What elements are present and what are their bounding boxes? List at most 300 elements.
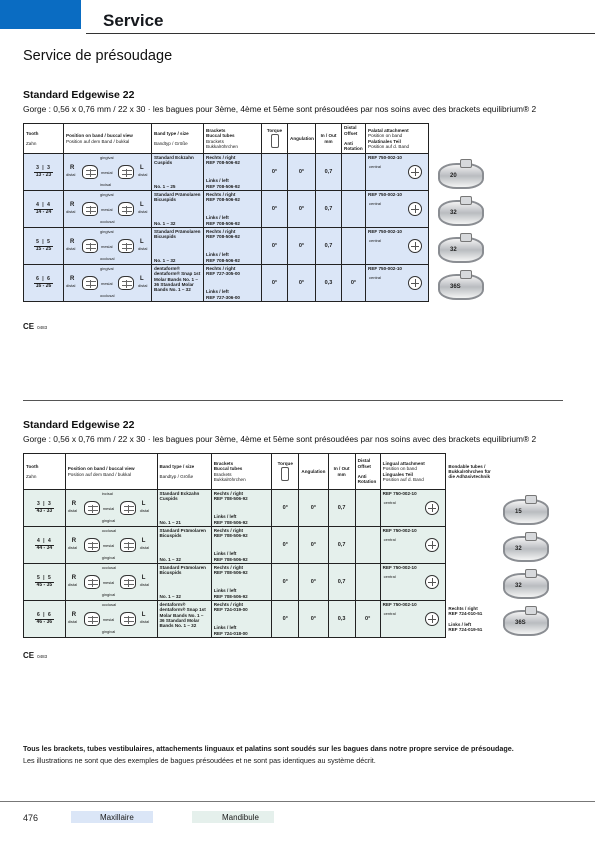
tooth-number: 5 | 5 bbox=[36, 574, 52, 581]
bracket-right bbox=[214, 602, 248, 613]
bracket-left-label: Links / left bbox=[213, 514, 237, 520]
bracket-right bbox=[214, 565, 248, 576]
attachment bbox=[383, 491, 444, 525]
distal-offset-value bbox=[342, 191, 366, 228]
band-name: dentaform® dentaform® Snap 1st Molar Bands No. 1 – 36 Standard Molar Bands No. 1 – 32 bbox=[159, 602, 206, 629]
label-left-l: L bbox=[141, 501, 146, 507]
table-row bbox=[24, 191, 429, 228]
table-row bbox=[24, 154, 429, 191]
band-size-number: 32 bbox=[515, 546, 522, 552]
col-distal: Distal Offset Anti Rotation bbox=[342, 124, 366, 154]
tooth-cell bbox=[24, 191, 64, 228]
position-diagram-cell bbox=[64, 265, 152, 302]
bracket-on-band bbox=[525, 606, 537, 615]
band-size: No. 1 – 25 bbox=[154, 183, 176, 189]
section-1-title: Standard Edgewise 22 bbox=[23, 89, 135, 101]
band-photo bbox=[503, 610, 549, 636]
bracket-refs bbox=[206, 192, 259, 226]
attachment-ref: REF 750-002-10 bbox=[382, 565, 417, 570]
angulation-value: 0° bbox=[288, 228, 316, 265]
band-name: Standard Prämolaren Bicuspids bbox=[154, 229, 201, 240]
header-accent-tab bbox=[0, 0, 81, 29]
tooth-number: 3 | 3 bbox=[36, 500, 52, 507]
tooth-band-icon bbox=[84, 501, 100, 515]
bracket-left-label: Links / left bbox=[206, 215, 229, 221]
tooth-cell bbox=[24, 228, 64, 265]
label-distal: distal bbox=[139, 508, 150, 513]
label-mesial: mesial bbox=[101, 170, 113, 175]
tube-right-ref: REF 724-010-51 bbox=[448, 611, 483, 617]
label-distal: distal bbox=[66, 246, 76, 251]
label-top: gingival bbox=[100, 155, 114, 160]
band-type-cell bbox=[157, 564, 211, 601]
band-type bbox=[154, 192, 201, 226]
label-top: incisal bbox=[101, 491, 113, 496]
attachment-position: central bbox=[369, 275, 382, 280]
bracket-left-label: Links / left bbox=[206, 178, 229, 184]
col-tooth: Tooth Zahn bbox=[24, 124, 64, 154]
label-left-l: L bbox=[140, 202, 144, 208]
distal-offset-value bbox=[355, 527, 380, 564]
tooth-fdi: 16 - 26 bbox=[35, 282, 52, 289]
legend-mandibular-label: Mandibule bbox=[222, 813, 259, 822]
band-type bbox=[154, 266, 201, 300]
bracket-right-ref: REF 727-305-00 bbox=[206, 271, 240, 277]
band-type-cell bbox=[157, 527, 211, 564]
tooth-number: 6 | 6 bbox=[36, 275, 51, 282]
col-brackets: Brackets Buccal tubes Brackets Bukkalröhrchen bbox=[204, 124, 262, 154]
label-bottom: occlusal bbox=[100, 293, 115, 299]
label-right-r: R bbox=[70, 202, 75, 208]
band-name: Standard Prämolaren Bicuspids bbox=[154, 192, 201, 203]
attachment-icon bbox=[425, 538, 439, 552]
table-row bbox=[24, 601, 497, 638]
position-diagram-cell bbox=[65, 527, 157, 564]
table-row bbox=[24, 265, 429, 302]
attachment bbox=[383, 602, 444, 636]
bondable-tube-cell bbox=[446, 601, 496, 638]
section-divider bbox=[23, 400, 563, 401]
bracket-on-band bbox=[525, 569, 537, 578]
attachment-icon bbox=[408, 165, 422, 179]
label-distal: distal bbox=[66, 172, 76, 177]
bracket-ref-cell bbox=[211, 564, 271, 601]
bracket-left bbox=[206, 215, 240, 226]
torque-icon bbox=[271, 134, 279, 148]
bracket-right-label: Rechts / right bbox=[206, 192, 236, 197]
band-type bbox=[160, 491, 209, 525]
band-photo bbox=[438, 163, 484, 189]
band-photo bbox=[503, 573, 549, 599]
attachment bbox=[383, 528, 444, 562]
header-title: Service bbox=[103, 11, 164, 30]
band-size: No. 1 – 21 bbox=[159, 519, 181, 525]
table-row bbox=[24, 228, 429, 265]
bracket-right bbox=[206, 192, 240, 203]
attachment-cell bbox=[380, 601, 446, 638]
label-bottom: incisal bbox=[100, 182, 112, 188]
table-row bbox=[24, 564, 497, 601]
tooth-cell bbox=[24, 490, 66, 527]
angulation-value: 0° bbox=[299, 564, 328, 601]
label-mesial: mesial bbox=[101, 281, 113, 286]
position-diagram-cell bbox=[65, 490, 157, 527]
band-type-cell bbox=[152, 228, 204, 265]
col-band: Band type / size Bandtyp / Größe bbox=[157, 454, 211, 490]
attachment-cell bbox=[380, 527, 446, 564]
band-type-cell bbox=[152, 191, 204, 228]
attachment-cell bbox=[366, 265, 429, 302]
attachment-cell bbox=[366, 228, 429, 265]
attachment-ref: REF 750-002-10 bbox=[368, 229, 402, 234]
bracket-ref-cell bbox=[211, 527, 271, 564]
label-left-l: L bbox=[140, 239, 144, 245]
label-mesial: mesial bbox=[102, 617, 115, 622]
inout-value: 0,7 bbox=[328, 527, 355, 564]
attachment-cell bbox=[380, 564, 446, 601]
label-right-r: R bbox=[71, 575, 77, 581]
band-type bbox=[154, 229, 201, 263]
band-size-number: 32 bbox=[450, 210, 457, 216]
bracket-left-label: Links / left bbox=[213, 551, 237, 557]
tooth-cell bbox=[24, 154, 64, 191]
bracket-right-ref: REF 708-506-92 bbox=[206, 160, 240, 166]
tooth-fdi: 14 - 24 bbox=[35, 208, 52, 215]
bracket-refs bbox=[214, 565, 269, 599]
tube-left-ref: REF 724-019-51 bbox=[448, 626, 483, 632]
col-position: Position on band / buccal view Position auf dem Band / bukkal bbox=[64, 124, 152, 154]
tooth-cell bbox=[24, 527, 66, 564]
bracket-left-label: Links / left bbox=[206, 289, 229, 295]
section-2-table bbox=[23, 453, 496, 638]
bracket-right bbox=[206, 229, 240, 240]
bracket-right bbox=[214, 491, 248, 502]
col-attachment: Lingual attachment Position on band Linguales Teil Position auf d. Band bbox=[380, 454, 446, 490]
bracket-refs bbox=[206, 266, 259, 300]
band-size-number: 36S bbox=[515, 620, 526, 626]
col-inout: In / Out mm bbox=[316, 124, 342, 154]
distal-offset-value: 0° bbox=[342, 265, 366, 302]
tooth-band-icon bbox=[120, 501, 136, 515]
angulation-value: 0° bbox=[288, 265, 316, 302]
label-distal: distal bbox=[67, 582, 78, 587]
footer-note: Les illustrations ne sont que des exemples de bagues présoudées et ne sont pas identiques au système décrit. bbox=[23, 756, 376, 765]
band-name: Standard Eckzahn Cuspids bbox=[154, 155, 194, 166]
tooth-band-icon bbox=[120, 538, 136, 552]
torque-value: 0° bbox=[262, 228, 288, 265]
label-left-l: L bbox=[141, 575, 146, 581]
attachment-position: central bbox=[383, 611, 396, 616]
label-bottom: gingival bbox=[101, 629, 116, 635]
bracket-ref-cell bbox=[204, 228, 262, 265]
inout-value: 0,7 bbox=[328, 490, 355, 527]
col-torque: Torque bbox=[272, 454, 299, 490]
bracket-on-band bbox=[460, 159, 472, 168]
bracket-left bbox=[214, 551, 248, 562]
bracket-right-ref: REF 708-506-92 bbox=[206, 234, 240, 240]
bracket-refs bbox=[214, 602, 269, 636]
inout-value: 0,7 bbox=[316, 228, 342, 265]
position-diagram bbox=[68, 566, 155, 598]
bracket-left bbox=[206, 252, 240, 263]
tooth-cell bbox=[24, 265, 64, 302]
position-diagram-cell bbox=[64, 154, 152, 191]
label-distal: distal bbox=[67, 619, 78, 624]
bracket-right-ref: REF 708-506-92 bbox=[213, 496, 248, 502]
label-top: gingival bbox=[100, 266, 114, 271]
bracket-left bbox=[214, 514, 248, 525]
bracket-right-label: Rechts / right bbox=[206, 266, 236, 271]
torque-value: 0° bbox=[272, 601, 299, 638]
label-bottom: gingival bbox=[101, 592, 116, 598]
band-photo bbox=[438, 274, 484, 300]
label-bottom: occlusal bbox=[100, 256, 115, 262]
band-type bbox=[160, 602, 209, 636]
label-top: occlusal bbox=[101, 528, 117, 533]
tooth-number: 6 | 6 bbox=[36, 611, 52, 618]
section-1-table bbox=[23, 123, 429, 302]
bracket-left-ref: REF 724-018-00 bbox=[213, 630, 248, 636]
bracket-right-label: Rechts / right bbox=[206, 155, 236, 160]
bracket-ref-cell bbox=[204, 154, 262, 191]
bondable-tube-cell bbox=[446, 527, 496, 564]
position-diagram bbox=[68, 529, 155, 561]
inout-value: 0,7 bbox=[316, 154, 342, 191]
distal-offset-value bbox=[342, 228, 366, 265]
bracket-left-ref: REF 727-306-00 bbox=[206, 294, 240, 300]
tooth-band-icon bbox=[84, 612, 100, 626]
band-type-cell bbox=[157, 601, 211, 638]
torque-value: 0° bbox=[272, 564, 299, 601]
label-distal: distal bbox=[67, 545, 78, 550]
attachment bbox=[383, 565, 444, 599]
tooth-fdi: 15 - 25 bbox=[35, 245, 52, 252]
col-tooth: Tooth Zahn bbox=[24, 454, 66, 490]
footer-note-bold: Tous les brackets, tubes vestibulaires, attachements linguaux et palatins sont soudés sur les bagues dans notre propre service de présoudage. bbox=[23, 744, 514, 753]
label-mesial: mesial bbox=[102, 506, 115, 511]
label-distal: distal bbox=[138, 209, 148, 214]
tooth-band-icon bbox=[84, 538, 100, 552]
band-size: No. 1 – 32 bbox=[154, 257, 176, 263]
tooth-fdi: 44 - 34 bbox=[36, 544, 53, 551]
attachment-icon bbox=[408, 276, 422, 290]
tooth-band-icon bbox=[120, 612, 136, 626]
label-mesial: mesial bbox=[102, 580, 115, 585]
attachment-position: central bbox=[369, 238, 382, 243]
bracket-on-band bbox=[460, 196, 472, 205]
col-angulation: Angulation bbox=[288, 124, 316, 154]
col-torque: Torque bbox=[262, 124, 288, 154]
label-right-r: R bbox=[71, 612, 77, 618]
tooth-cell bbox=[24, 564, 66, 601]
attachment-position: central bbox=[383, 537, 396, 542]
position-diagram-cell bbox=[65, 564, 157, 601]
bracket-right-label: Rechts / right bbox=[213, 491, 244, 496]
tooth-band-icon bbox=[82, 276, 98, 290]
label-right-r: R bbox=[70, 276, 75, 282]
attachment-position: central bbox=[369, 164, 382, 169]
tooth-cell bbox=[24, 601, 66, 638]
label-distal: distal bbox=[139, 582, 150, 587]
attachment-icon bbox=[425, 612, 439, 626]
tooth-fdi: 46 - 36 bbox=[36, 618, 53, 625]
inout-value: 0,7 bbox=[316, 191, 342, 228]
label-bottom: gingival bbox=[101, 555, 116, 561]
table-row bbox=[24, 527, 497, 564]
tooth-number: 4 | 4 bbox=[36, 537, 52, 544]
page-number: 476 bbox=[23, 813, 39, 823]
label-mesial: mesial bbox=[101, 244, 113, 249]
bracket-left bbox=[214, 625, 248, 636]
label-left-l: L bbox=[140, 165, 144, 171]
bracket-left-ref: REF 708-506-92 bbox=[213, 593, 248, 599]
position-diagram bbox=[66, 156, 149, 188]
inout-value: 0,7 bbox=[328, 564, 355, 601]
bracket-on-band bbox=[460, 233, 472, 242]
tooth-number: 4 | 4 bbox=[36, 201, 51, 208]
bracket-on-band bbox=[525, 532, 537, 541]
band-size-number: 15 bbox=[515, 509, 522, 515]
torque-value: 0° bbox=[262, 154, 288, 191]
col-angulation: Angulation bbox=[299, 454, 328, 490]
bracket-refs bbox=[214, 528, 269, 562]
label-distal: distal bbox=[67, 508, 78, 513]
inout-value: 0,3 bbox=[328, 601, 355, 638]
attachment bbox=[368, 229, 426, 263]
bracket-refs bbox=[214, 491, 269, 525]
band-size: No. 1 – 32 bbox=[159, 593, 181, 599]
ce-mark-1: CE 0483 bbox=[23, 322, 48, 331]
tooth-band-icon bbox=[120, 575, 136, 589]
band-name: Standard Prämolaren Bicuspids bbox=[159, 528, 206, 539]
label-top: occlusal bbox=[101, 565, 117, 570]
bondable-tube-cell bbox=[446, 490, 496, 527]
tooth-band-icon bbox=[82, 239, 98, 253]
bracket-ref-cell bbox=[204, 265, 262, 302]
label-right-r: R bbox=[70, 239, 75, 245]
label-left-l: L bbox=[141, 538, 146, 544]
bracket-left-ref: REF 708-506-92 bbox=[213, 556, 248, 562]
band-size: No. 1 – 32 bbox=[154, 220, 176, 226]
tooth-band-icon bbox=[118, 276, 134, 290]
bracket-right-label: Rechts / right bbox=[206, 229, 236, 234]
inout-value: 0,3 bbox=[316, 265, 342, 302]
bracket-left-label: Links / left bbox=[206, 252, 229, 258]
band-photo bbox=[503, 536, 549, 562]
band-name: dentaform® dentaform® Snap 1st Molar Bands No. 1 – 36 Standard Molar Bands No. 1 – 32 bbox=[154, 266, 201, 293]
bracket-right-ref: REF 708-506-92 bbox=[206, 197, 240, 203]
attachment-ref: REF 750-002-10 bbox=[382, 602, 417, 607]
band-size-number: 32 bbox=[515, 583, 522, 589]
attachment-ref: REF 750-002-10 bbox=[368, 266, 402, 271]
label-distal: distal bbox=[139, 545, 150, 550]
angulation-value: 0° bbox=[299, 527, 328, 564]
tooth-number: 3 | 3 bbox=[36, 164, 51, 171]
bracket-on-band bbox=[525, 495, 537, 504]
bracket-left-label: Links / left bbox=[213, 625, 237, 631]
attachment-ref: REF 750-002-10 bbox=[382, 491, 417, 496]
band-type-cell bbox=[157, 490, 211, 527]
band-photo bbox=[438, 200, 484, 226]
position-diagram bbox=[66, 193, 149, 225]
bracket-right-label: Rechts / right bbox=[213, 528, 244, 533]
distal-offset-value bbox=[355, 490, 380, 527]
position-diagram bbox=[66, 230, 149, 262]
distal-offset-value: 0° bbox=[355, 601, 380, 638]
attachment-ref: REF 750-002-10 bbox=[368, 192, 402, 197]
page-title: Service de présoudage bbox=[23, 48, 173, 64]
bracket-right-ref: REF 724-019-00 bbox=[213, 607, 248, 613]
legend-maxillary-label: Maxillaire bbox=[100, 813, 134, 822]
col-attachment: Palatal attachment Position on band Palatinales Teil Position auf d. Band bbox=[366, 124, 429, 154]
tube-right-label: Rechts / right bbox=[448, 605, 478, 611]
bracket-right bbox=[214, 528, 248, 539]
col-band: Band type / size Bandtyp / Größe bbox=[152, 124, 204, 154]
distal-offset-value bbox=[342, 154, 366, 191]
band-photo bbox=[503, 499, 549, 525]
position-diagram-cell bbox=[65, 601, 157, 638]
label-bottom: gingival bbox=[101, 518, 116, 524]
section-1-description: Gorge : 0,56 x 0,76 mm / 22 x 30 · les bagues pour 3ème, 4ème et 5ème sont présoudées par nos soins avec des brackets equilibrium® 2 bbox=[23, 104, 537, 114]
bracket-right bbox=[206, 266, 240, 277]
col-distal: Distal Offset Anti Rotation bbox=[355, 454, 380, 490]
bracket-ref-cell bbox=[211, 490, 271, 527]
tooth-band-icon bbox=[118, 165, 134, 179]
col-inout: In / Out mm bbox=[328, 454, 355, 490]
bracket-left-ref: REF 708-506-92 bbox=[206, 257, 240, 263]
attachment-icon bbox=[408, 202, 422, 216]
attachment bbox=[368, 266, 426, 300]
tooth-fdi: 43 - 33 bbox=[36, 507, 53, 514]
bracket-right-ref: REF 708-506-92 bbox=[213, 570, 248, 576]
tooth-band-icon bbox=[118, 239, 134, 253]
band-type bbox=[154, 155, 201, 189]
angulation-value: 0° bbox=[299, 490, 328, 527]
tooth-fdi: 13 - 23 bbox=[35, 171, 52, 178]
tooth-number: 5 | 5 bbox=[36, 238, 51, 245]
col-brackets: Brackets Buccal tubes Brackets Bukkalröhrchen bbox=[211, 454, 271, 490]
torque-value: 0° bbox=[272, 527, 299, 564]
band-type bbox=[160, 565, 209, 599]
tooth-fdi: 45 - 35 bbox=[36, 581, 53, 588]
bracket-left-label: Links / left bbox=[213, 588, 237, 594]
tooth-band-icon bbox=[82, 165, 98, 179]
band-type-cell bbox=[152, 154, 204, 191]
section-2-description: Gorge : 0,56 x 0,76 mm / 22 x 30 · les bagues pour 3ème, 4ème et 5ème sont présoudées par nos soins avec des brackets equilibrium® 2 bbox=[23, 434, 537, 444]
band-size-number: 36S bbox=[450, 284, 461, 290]
band-size-number: 20 bbox=[450, 173, 457, 179]
attachment-position: central bbox=[369, 201, 382, 206]
label-distal: distal bbox=[66, 283, 76, 288]
position-diagram-cell bbox=[64, 191, 152, 228]
tooth-band-icon bbox=[84, 575, 100, 589]
label-distal: distal bbox=[138, 246, 148, 251]
band-type bbox=[160, 528, 209, 562]
header-rule bbox=[86, 33, 595, 34]
label-distal: distal bbox=[66, 209, 76, 214]
torque-value: 0° bbox=[272, 490, 299, 527]
label-distal: distal bbox=[139, 619, 150, 624]
bracket-right-label: Rechts / right bbox=[213, 602, 244, 607]
bracket-on-band bbox=[460, 270, 472, 279]
torque-icon bbox=[281, 467, 289, 481]
ce-mark-2: CE 0483 bbox=[23, 651, 48, 660]
angulation-value: 0° bbox=[288, 154, 316, 191]
attachment bbox=[368, 155, 426, 189]
table-row bbox=[24, 490, 497, 527]
bracket-left bbox=[206, 289, 240, 300]
label-top: gingival bbox=[100, 229, 114, 234]
